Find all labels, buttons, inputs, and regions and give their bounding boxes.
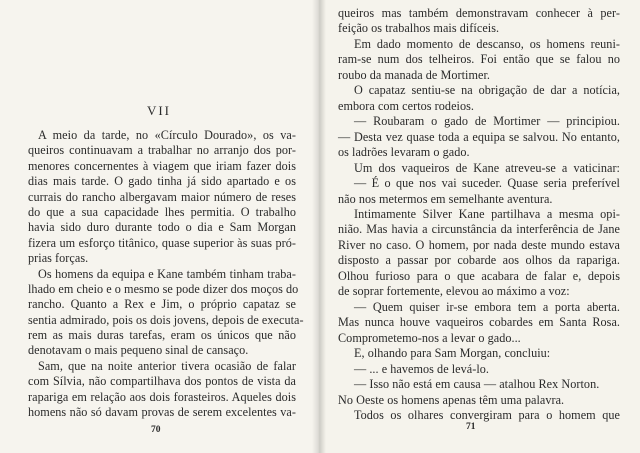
text-line: homens não só davam provas de serem excelentes va- — [28, 405, 296, 419]
text-line: embora com certos rodeios. — [338, 98, 474, 113]
text-line: No Oeste os homens apenas têm uma palavra. — [338, 392, 565, 407]
text-line: — ... e havemos de levá-lo. — [354, 361, 490, 376]
text-line: dias mais tarde. O gado tinha já sido apartado e os — [28, 174, 296, 189]
text-line: currais do rancho albergavam maior número de reses — [28, 189, 296, 204]
text-line: Todos os olhares convergiram para o homem que — [354, 408, 620, 422]
text-line: fizera um esforço titânico, quase superior às suas pró- — [28, 235, 296, 250]
text-line: sentia admirado, pois os dois jovens, depois de executa- — [28, 312, 304, 327]
text-line: feição os trabalhos mais difíceis. — [338, 21, 500, 36]
text-line: Comprometemo-nos a levar o gado... — [338, 330, 521, 345]
text-line: E, olhando para Sam Morgan, concluiu: — [354, 346, 551, 361]
text-line: O capataz sentiu-se na obrigação de dar a notícia, — [354, 83, 620, 98]
text-line: queiros continuavam a trabalhar no arranjo dos por- — [28, 143, 296, 158]
page-number: 70 — [151, 425, 161, 435]
text-line: rem as mais duras tarefas, eram os únicos que não — [28, 328, 296, 343]
text-line: não nos metermos em semelhante aventura. — [338, 191, 553, 206]
text-line: ram-se num dos telheiros. Foi então que se falou no — [338, 52, 620, 67]
text-line: Mas nunca houve vaqueiros cobardes em Santa Rosa. — [338, 315, 620, 330]
text-line: A meio da tarde, no «Círculo Dourado», os va- — [38, 128, 296, 142]
text-line: — Quem quiser ir-se embora tem a porta aberta. — [354, 299, 620, 314]
left-page — [0, 0, 318, 453]
text-line: menores concernentes à viagem que iriam fazer dois — [28, 158, 296, 173]
text-line: River no caso. O homem, por nada deste mundo estava — [338, 237, 620, 252]
text-line: Intimamente Silver Kane partilhava a mesma opi- — [354, 207, 620, 221]
text-line: prias forças. — [28, 251, 89, 266]
chapter-heading: VII — [146, 103, 172, 118]
book-gutter — [312, 0, 326, 453]
text-line: Os homens da equipa e Kane também tinham traba- — [38, 266, 296, 281]
right-page — [318, 0, 640, 453]
text-line: Em dado momento de descanso, os homens reuni- — [354, 36, 620, 51]
text-line: os ladrões levaram o gado. — [338, 145, 470, 160]
text-line: denotavam o mais pequeno sinal de cansaço. — [28, 343, 249, 358]
text-line: — É o que nos vai suceder. Quase seria preferível — [354, 176, 620, 191]
text-line: queiros mas também demonstravam conhecer à per- — [338, 6, 620, 20]
text-line: Olhou furioso para o que acabara de falar e, depois — [338, 268, 620, 283]
text-line: rancho. Quanto a Rex e Jim, o próprio capataz se — [28, 297, 296, 312]
page-number: 71 — [466, 422, 476, 432]
text-line: Sam, que na noite anterior tivera ocasião de falar — [38, 358, 296, 373]
text-line: lhado em cheio e o mesmo se pode dizer dos moços do — [28, 281, 299, 296]
text-line: de soprar fortemente, elevou ao máximo a voz: — [338, 284, 570, 299]
text-line: — Isso não está em causa — atalhou Rex Norton. — [354, 377, 600, 392]
text-line: disposto a passar por cobarde aos olhos da rapariga. — [338, 253, 620, 268]
text-line: nião. Mas havia a circunstância da interferência de Jane — [338, 222, 620, 237]
text-line: roubo da manada de Mortimer. — [338, 67, 491, 82]
text-line: do que a sua capacidade lhes permitia. O trabalho — [28, 204, 296, 219]
text-line: — Desta vez quase toda a equipa se salvou. No entanto, — [338, 129, 620, 144]
text-line: havia sido duro durante todo o dia e Sam Morgan — [28, 220, 296, 235]
text-line: Um dos vaqueiros de Kane atreveu-se a vaticinar: — [354, 160, 620, 175]
text-line: com Sílvia, não compartilhava dos pontos de vista da — [28, 374, 296, 389]
text-line: — Roubaram o gado de Mortimer — principiou. — [354, 114, 620, 129]
text-line: rapariga em relação aos dois forasteiros. Aqueles dois — [28, 389, 296, 404]
